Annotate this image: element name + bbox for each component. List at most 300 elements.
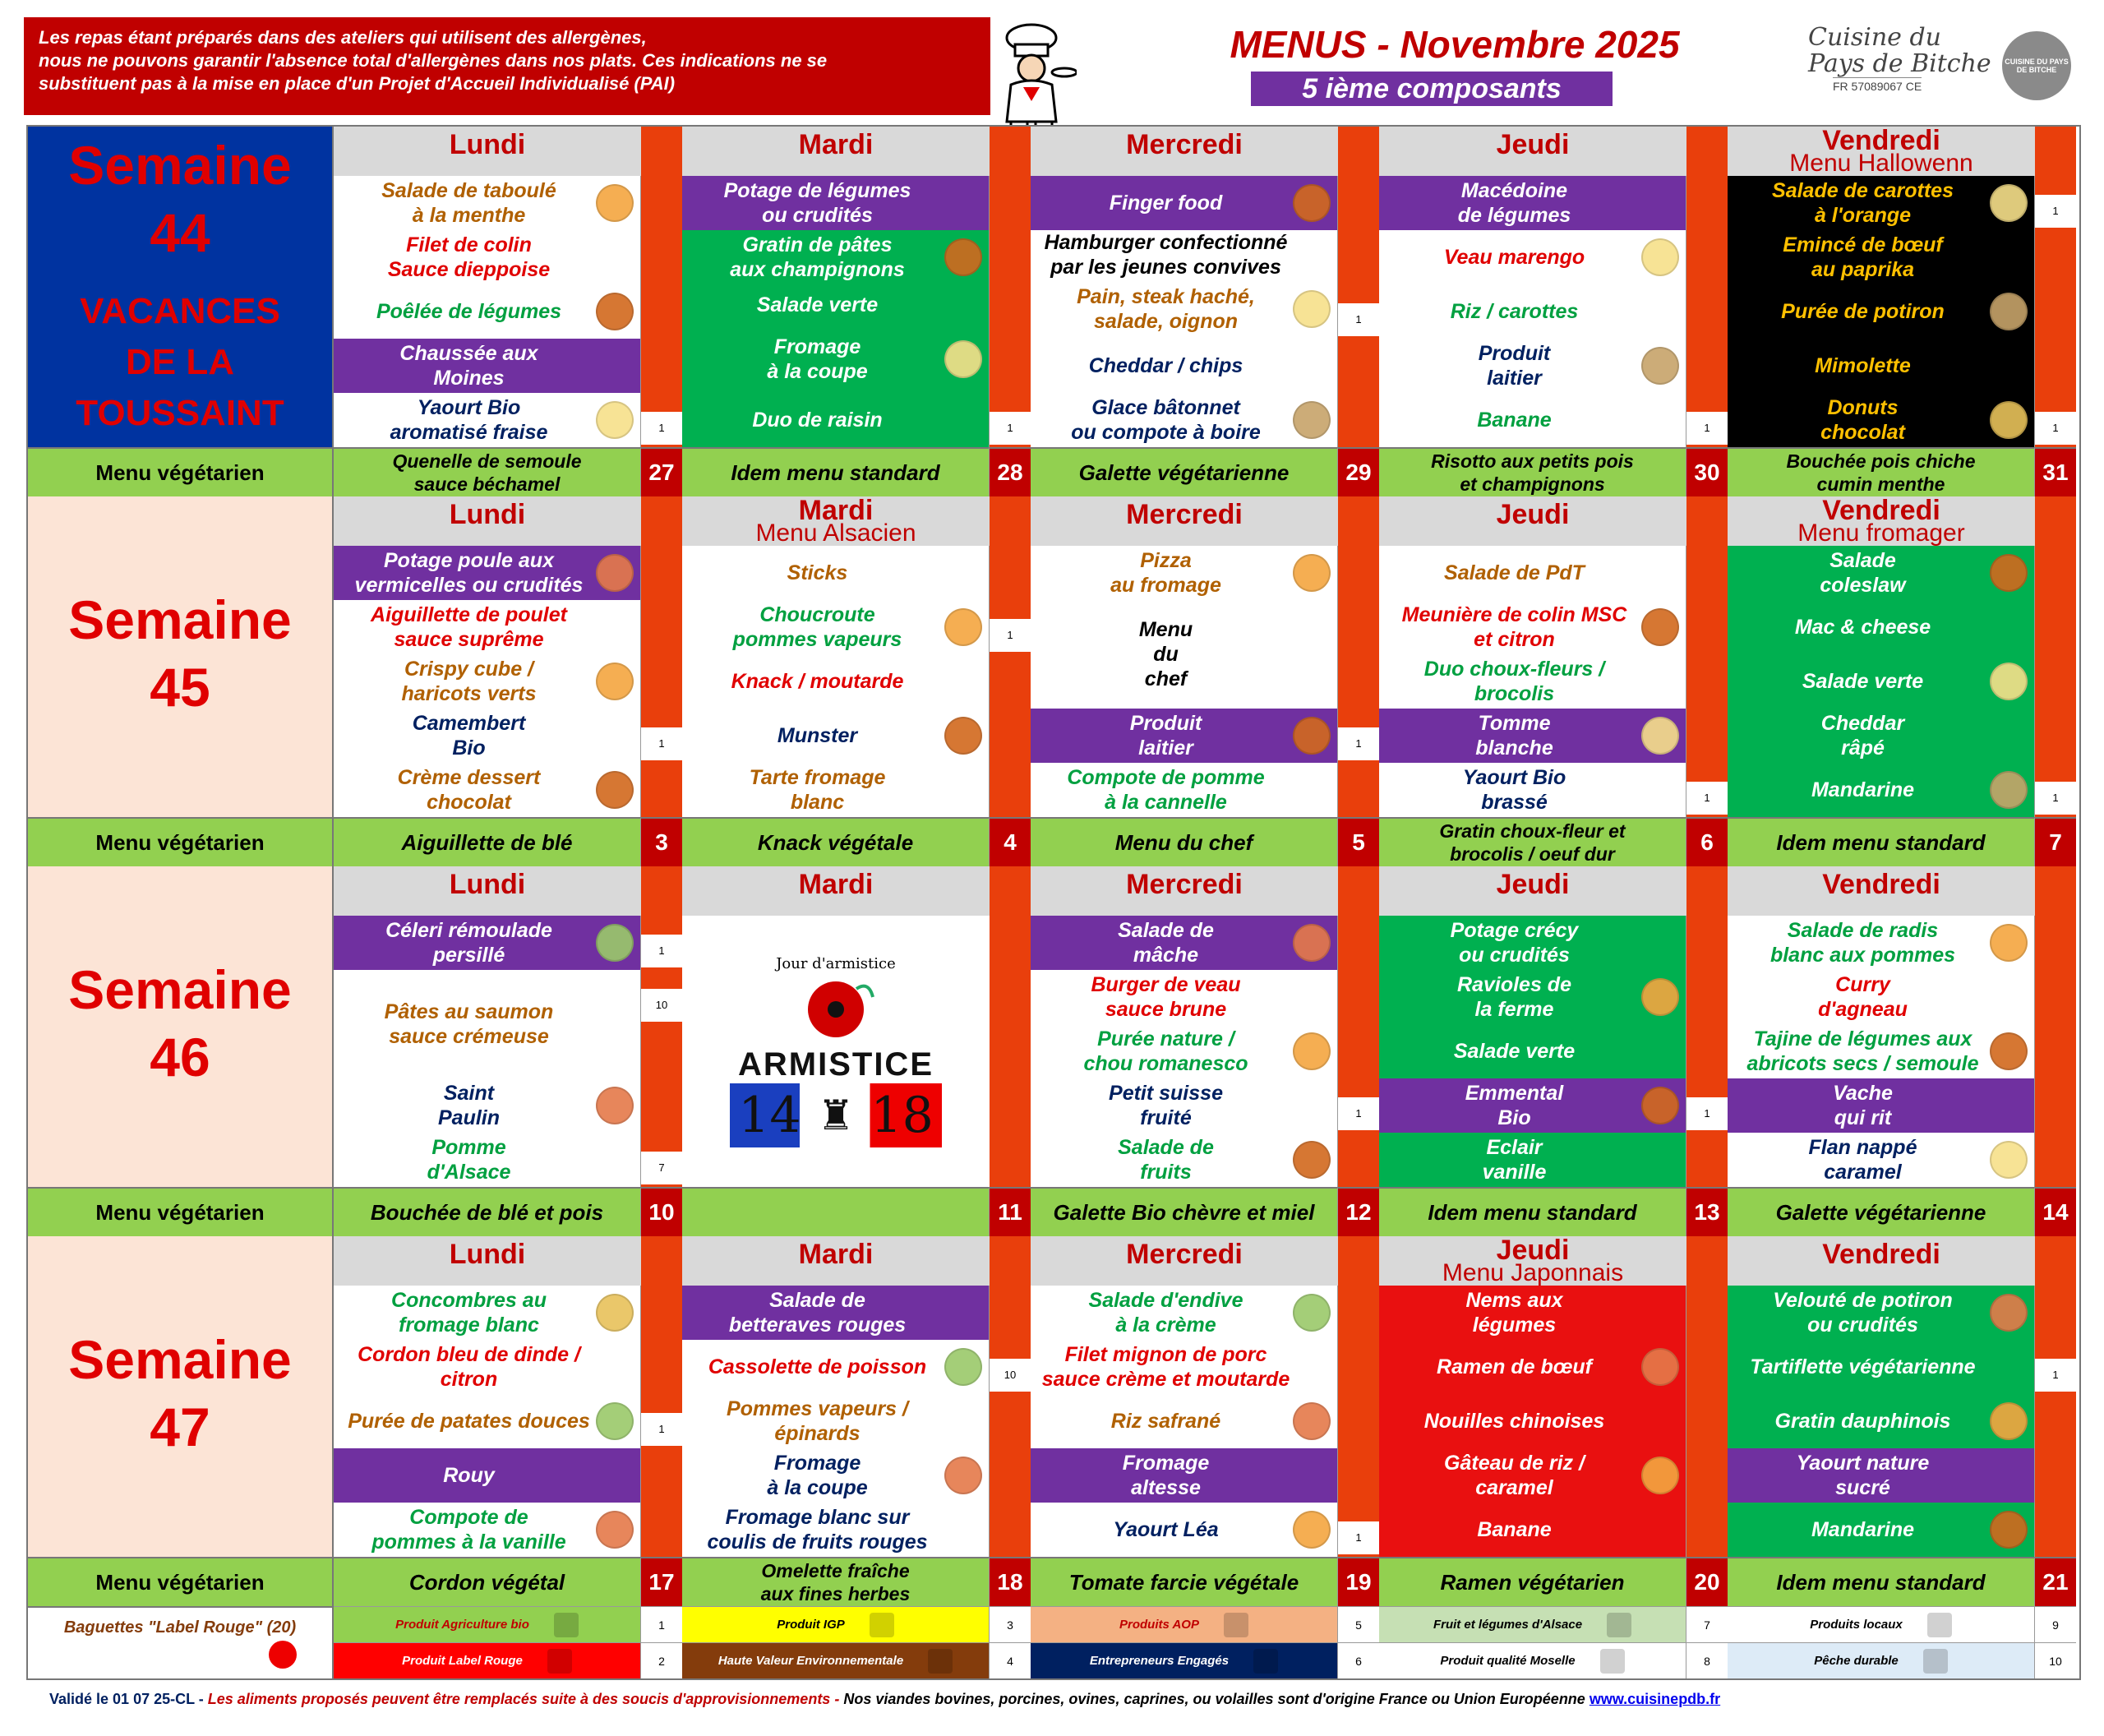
day-date: 12 — [1338, 1187, 1379, 1236]
day-header-mercredi — [1031, 1236, 1338, 1286]
label-legend-text: Haute Valeur Environnementale — [717, 1654, 904, 1668]
theme-label: Menu Alsacien — [755, 519, 916, 546]
food-icon — [1990, 184, 2028, 222]
menu-item-text: Potage de légumes ou crudités — [723, 179, 911, 227]
food-icon — [596, 1294, 634, 1332]
menu-item-text: Duo choux-fleurs / brocolis — [1423, 658, 1605, 705]
day-date: 14 — [2035, 1187, 2076, 1236]
allergen-number: 1 — [641, 935, 682, 967]
label-legend-text: Produit Label Rouge — [402, 1654, 523, 1668]
menu-item-text: Tartiflette végétarienne — [1750, 1355, 1976, 1378]
menu-item — [334, 284, 640, 339]
food-icon — [1641, 1348, 1679, 1386]
vegetarian-dish-text: Idem menu standard — [731, 460, 940, 485]
day-name: Lundi — [449, 499, 526, 530]
menu-item-text: Glace bâtonnet ou compote à boire — [1071, 396, 1261, 444]
menu-item — [1728, 1503, 2034, 1557]
day-date: 3 — [641, 817, 682, 866]
allergen-number: 1 — [1338, 1097, 1379, 1130]
day-menu — [682, 1286, 990, 1557]
food-icon — [1641, 717, 1679, 755]
allergen-number: 7 — [641, 1152, 682, 1184]
menu-item-text: Menu du chef — [1138, 618, 1193, 690]
week-number: 47 — [150, 1397, 210, 1457]
label-legend-item — [1728, 1606, 2035, 1642]
day-header-lundi — [334, 496, 641, 546]
logo-line: Pays de Bitche — [1808, 49, 1991, 78]
menu-item — [1379, 284, 1686, 339]
menu-item-text: Pain, steak haché, salade, oignon — [1077, 284, 1255, 333]
label-legend-number: 2 — [641, 1642, 682, 1678]
allergen-number: 1 — [2035, 195, 2076, 228]
allergen-strip — [990, 127, 1031, 447]
label-legend-text: Pêche durable — [1814, 1654, 1899, 1668]
menu-item-text: Gratin dauphinois — [1774, 1410, 1951, 1433]
day-menu — [1728, 916, 2035, 1187]
menu-item-text: Camembert Bio — [412, 712, 526, 760]
day-menu — [1031, 1286, 1338, 1557]
menu-item — [1728, 600, 2034, 654]
allergen-strip — [641, 127, 682, 447]
vegetarian-dish — [682, 447, 990, 496]
allergen-number: 1 — [641, 412, 682, 445]
week-word: Semaine — [68, 1329, 292, 1390]
quality-label-icon — [1607, 1613, 1631, 1637]
menu-item — [1031, 230, 1337, 279]
logo-line: Cuisine du — [1808, 23, 1941, 52]
vegetarian-dish — [682, 817, 990, 866]
menu-item-text: Salade d'endive à la crème — [1088, 1289, 1243, 1337]
day-name: Lundi — [449, 129, 526, 160]
label-legend-text: Entrepreneurs Engagés — [1089, 1654, 1230, 1668]
vegetarian-dish-text: Bouchée pois chiche cumin menthe — [1786, 450, 1976, 495]
day-name: Vendredi — [1822, 869, 1940, 900]
menu-item-text: Tajine de légumes aux abricots secs / semoule — [1746, 1027, 1979, 1075]
day-name: Jeudi — [1496, 869, 1570, 900]
menu-item — [334, 1286, 640, 1340]
menu-item-text: Compote de pommes à la vanille — [371, 1506, 566, 1554]
food-icon — [596, 554, 634, 592]
day-header-mardi — [682, 866, 990, 916]
page-title: MENUS - Novembre 2025 — [1230, 23, 1680, 66]
menu-item — [1379, 393, 1686, 447]
menu-item-text: Pomme d'Alsace — [427, 1136, 511, 1184]
allergen-strip — [1686, 866, 1728, 1187]
day-date: 20 — [1686, 1557, 1728, 1606]
menu-item — [1031, 279, 1337, 339]
menu-item — [682, 393, 989, 447]
menu-item-text: Sticks — [787, 561, 848, 584]
vegetarian-dish-text: Galette Bio chèvre et miel — [1053, 1200, 1315, 1225]
week-label-46 — [28, 866, 334, 1187]
menu-item — [1031, 1394, 1337, 1448]
quality-label-icon — [1923, 1649, 1948, 1674]
menu-item — [1379, 709, 1686, 763]
menu-item-text: Macédoine de légumes — [1457, 179, 1571, 227]
menu-item-text: Potage poule aux vermicelles ou crudités — [354, 549, 584, 597]
day-header-lundi — [334, 1236, 641, 1286]
day-date: 21 — [2035, 1557, 2076, 1606]
soldier-icon: ♜ — [817, 1092, 855, 1139]
allergen-number: 1 — [641, 727, 682, 760]
day-name: Jeudi — [1496, 129, 1570, 160]
label-legend-text: Produits AOP — [1119, 1618, 1199, 1632]
theme-label: Menu Japonnais — [1442, 1259, 1624, 1286]
label-legend-item — [1031, 1606, 1338, 1642]
menu-item — [334, 1503, 640, 1557]
day-name: Mercredi — [1126, 869, 1243, 900]
menu-item — [682, 1503, 989, 1557]
vegetarian-dish — [334, 1557, 641, 1606]
menu-item-text: Banane — [1477, 1518, 1552, 1541]
menu-item-text: Salade de PdT — [1444, 561, 1585, 584]
menu-item — [682, 1448, 989, 1503]
label-legend-item — [1031, 1642, 1338, 1678]
menu-item — [1379, 916, 1686, 970]
label-legend-text: Produit IGP — [777, 1618, 845, 1632]
week-label-45 — [28, 496, 334, 817]
label-legend-text: Fruit et légumes d'Alsace — [1433, 1618, 1583, 1632]
menu-item — [1379, 1133, 1686, 1187]
food-icon — [1990, 771, 2028, 809]
vegetarian-dish-text: Gratin choux-fleur et brocolis / oeuf dur — [1439, 820, 1626, 865]
label-legend-number: 10 — [2035, 1642, 2076, 1678]
menu-item-text: Cordon bleu de dinde / citron — [358, 1343, 580, 1391]
menu-item — [1728, 339, 2034, 393]
vegetarian-dish — [334, 817, 641, 866]
menu-item — [1379, 654, 1686, 709]
day-menu — [1728, 176, 2035, 447]
vegetarian-dish — [1379, 817, 1686, 866]
day-header-vendredi — [1728, 496, 2035, 546]
menu-item — [682, 600, 989, 654]
label-legend-item — [1379, 1606, 1686, 1642]
day-header-lundi — [334, 866, 641, 916]
menu-item-text: Salade coleslaw — [1820, 549, 1906, 597]
food-icon — [596, 771, 634, 809]
menu-item-text: Purée de patates douces — [348, 1410, 590, 1433]
label-legend-item — [682, 1606, 990, 1642]
label-legend-item — [682, 1642, 990, 1678]
day-header-mercredi — [1031, 866, 1338, 916]
menu-item — [1728, 393, 2034, 447]
year-end: 18 — [870, 1087, 934, 1144]
allergen-strip — [990, 866, 1031, 1187]
menu-item-text: Veau marengo — [1443, 246, 1585, 269]
theme-label: Menu Hallowenn — [1789, 150, 1973, 176]
food-icon — [1293, 554, 1331, 592]
menu-item — [334, 176, 640, 230]
vegetarian-dish-text: Galette végétarienne — [1078, 460, 1290, 485]
menu-item-text: Mac & cheese — [1794, 616, 1931, 639]
menu-item-text: Céleri rémoulade persillé — [385, 919, 552, 967]
day-menu — [1728, 1286, 2035, 1557]
menu-item — [1031, 1078, 1337, 1133]
vegetarian-menu-label: Menu végétarien — [28, 817, 334, 866]
menu-item-text: Riz / carottes — [1450, 300, 1579, 323]
armistice-word: ARMISTICE — [738, 1046, 934, 1083]
menu-item — [334, 1133, 640, 1187]
day-date: 31 — [2035, 447, 2076, 496]
menu-item-text: Yaourt nature sucré — [1796, 1452, 1930, 1499]
food-icon — [1990, 1032, 2028, 1070]
vegetarian-dish-text: Idem menu standard — [1776, 830, 1986, 855]
day-date: 17 — [641, 1557, 682, 1606]
food-icon — [1990, 1294, 2028, 1332]
menu-item — [1031, 176, 1337, 230]
menu-item-text: Banane — [1477, 409, 1552, 432]
menu-item-text: Emincé de bœuf au paprika — [1783, 233, 1943, 281]
day-menu — [1031, 546, 1338, 817]
menu-item-text: Salade de radis blanc aux pommes — [1769, 919, 1956, 967]
day-name: Mardi — [798, 869, 874, 900]
day-date: 19 — [1338, 1557, 1379, 1606]
menu-item-text: Emmental Bio — [1465, 1082, 1564, 1129]
food-icon — [1641, 978, 1679, 1016]
label-legend-item — [1728, 1642, 2035, 1678]
notice-line: nous ne pouvons garantir l'absence total d'allergènes dans nos plats. Ces indications ne se — [39, 50, 828, 71]
allergen-notice — [24, 17, 990, 115]
quality-label-icon — [1253, 1649, 1278, 1674]
day-name: Lundi — [449, 1239, 526, 1270]
menu-item — [1379, 1394, 1686, 1448]
website-link[interactable]: www.cuisinepdb.fr — [1589, 1691, 1721, 1707]
food-icon — [1641, 1457, 1679, 1494]
menu-item — [334, 763, 640, 817]
menu-item-text: Pizza au fromage — [1110, 549, 1221, 597]
vegetarian-dish — [1031, 1187, 1338, 1236]
day-header-jeudi — [1379, 496, 1686, 546]
company-logo — [1808, 25, 2088, 107]
menu-item-text: Burger de veau sauce brune — [1091, 973, 1241, 1021]
menu-item-text: Tarte fromage blanc — [749, 766, 886, 814]
menu-item — [334, 600, 640, 654]
menu-item-text: Choucroute pommes vapeurs — [732, 603, 902, 651]
day-header-mercredi — [1031, 127, 1338, 176]
menu-item-text: Salade de taboulé à la menthe — [381, 179, 556, 227]
menu-item — [682, 709, 989, 763]
menu-item-text: Purée de potiron — [1781, 300, 1945, 323]
menu-item — [682, 654, 989, 709]
menu-item-text: Poêlée de légumes — [376, 300, 562, 323]
day-header-mardi — [682, 1236, 990, 1286]
menu-item-text: Mimolette — [1815, 354, 1911, 377]
day-header-mardi — [682, 127, 990, 176]
menu-item-text: Compote de pomme à la cannelle — [1067, 766, 1265, 814]
menu-item — [682, 284, 989, 326]
allergen-strip — [990, 496, 1031, 817]
year-start: 14 — [738, 1087, 801, 1144]
food-icon — [944, 717, 982, 755]
food-icon — [1293, 290, 1331, 328]
menu-item-text: Yaourt Bio brassé — [1462, 766, 1566, 814]
food-icon — [596, 663, 634, 700]
vegetarian-dish — [682, 1187, 990, 1236]
week-word: Semaine — [68, 589, 292, 650]
menu-item-text: Cheddar râpé — [1820, 712, 1905, 760]
menu-item — [1379, 1024, 1686, 1078]
menu-item-text: Aiguillette de poulet sauce suprême — [371, 603, 567, 651]
food-icon — [596, 1087, 634, 1124]
menu-item-text: Petit suisse fruité — [1109, 1082, 1223, 1129]
menu-item-text: Mandarine — [1811, 1518, 1915, 1541]
menu-item — [1728, 763, 2034, 817]
food-icon — [944, 1348, 982, 1386]
quality-label-icon — [1224, 1613, 1248, 1637]
day-name: Mercredi — [1126, 1239, 1243, 1270]
food-icon — [596, 1402, 634, 1440]
food-icon — [1990, 1141, 2028, 1179]
food-icon — [1641, 1087, 1679, 1124]
day-menu — [682, 916, 990, 1187]
menu-item-text: Potage crécy ou crudités — [1450, 919, 1579, 967]
day-menu — [682, 176, 990, 447]
food-icon — [944, 340, 982, 378]
week-number: 45 — [150, 657, 210, 718]
vegetarian-dish — [1031, 1557, 1338, 1606]
menu-item — [1379, 970, 1686, 1024]
day-name: Vendredi — [1822, 1239, 1940, 1270]
day-menu — [334, 1286, 641, 1557]
menu-item — [334, 654, 640, 709]
menu-item — [1728, 230, 2034, 284]
menu-item — [682, 230, 989, 284]
quality-label-icon — [554, 1613, 579, 1637]
menu-item — [1728, 284, 2034, 339]
week-number: 46 — [150, 1027, 210, 1087]
day-date: 4 — [990, 817, 1031, 866]
day-date: 11 — [990, 1187, 1031, 1236]
vegetarian-dish — [682, 1557, 990, 1606]
vegetarian-dish — [1728, 447, 2035, 496]
label-legend-text: Produit qualité Moselle — [1440, 1654, 1576, 1668]
quality-label-icon — [1927, 1613, 1952, 1637]
menu-item-text: Hamburger confectionné par les jeunes convives — [1044, 230, 1288, 279]
menu-item-text: Munster — [777, 724, 858, 747]
menu-item — [1031, 1340, 1337, 1394]
day-header-jeudi — [1379, 866, 1686, 916]
vegetarian-dish — [334, 1187, 641, 1236]
allergen-number: 1 — [2035, 412, 2076, 445]
menu-item-text: Salade verte — [1453, 1040, 1576, 1063]
vegetarian-dish — [1728, 817, 2035, 866]
notice-line: Les repas étant préparés dans des ateliers qui utilisent des allergènes, — [39, 27, 647, 48]
food-icon — [1293, 401, 1331, 439]
menu-item — [334, 1448, 640, 1503]
menu-item-text: Flan nappé caramel — [1808, 1136, 1917, 1184]
menu-item — [1031, 393, 1337, 447]
menu-item — [1728, 1340, 2034, 1394]
allergen-number: 10 — [990, 1359, 1031, 1392]
menu-item-text: Filet de colin Sauce dieppoise — [387, 233, 551, 281]
label-legend-number: 9 — [2035, 1606, 2076, 1642]
day-name: Jeudi — [1496, 1236, 1570, 1266]
food-icon — [1990, 663, 2028, 700]
vegetarian-dish-text: Cordon végétal — [408, 1570, 565, 1595]
poppy-icon — [791, 972, 881, 1046]
label-legend-number: 8 — [1686, 1642, 1728, 1678]
vegetarian-dish-text: Tomate farcie végétale — [1068, 1570, 1299, 1595]
day-date: 10 — [641, 1187, 682, 1236]
menu-item-text: Salade verte — [756, 293, 879, 316]
menu-item — [1379, 1503, 1686, 1557]
menu-item — [334, 230, 640, 284]
menu-item — [1379, 763, 1686, 817]
menu-item — [1379, 1340, 1686, 1394]
label-legend-number: 1 — [641, 1606, 682, 1642]
day-name: Mardi — [798, 129, 874, 160]
menu-item-text: Vache qui rit — [1833, 1082, 1893, 1129]
menu-item-text: Salade de betteraves rouges — [728, 1289, 907, 1337]
menu-item-text: Saint Paulin — [437, 1082, 500, 1129]
vegetarian-dish-text: Menu du chef — [1114, 830, 1253, 855]
menu-item-text: Duo de raisin — [752, 409, 883, 432]
menu-item-text: Mandarine — [1811, 778, 1915, 801]
menu-item — [1728, 970, 2034, 1024]
quality-label-icon — [547, 1649, 572, 1674]
baguette-text: Baguettes "Label Rouge" (20) — [63, 1618, 297, 1637]
menu-item-text: Crispy cube / haricots verts — [401, 658, 537, 705]
day-name: Mardi — [798, 496, 874, 526]
day-menu — [1728, 546, 2035, 817]
menu-item-text: Salade de carottes à l'orange — [1772, 179, 1954, 227]
allergen-strip — [641, 866, 682, 1187]
label-legend-number: 7 — [1686, 1606, 1728, 1642]
menu-item — [682, 546, 989, 600]
menu-item — [334, 393, 640, 447]
week-label-47 — [28, 1236, 334, 1557]
day-header-mardi — [682, 496, 990, 546]
day-name: Mardi — [798, 1239, 874, 1270]
theme-label: Menu fromager — [1797, 519, 1965, 546]
week-number: 44 — [150, 202, 210, 263]
allergen-strip — [641, 1236, 682, 1557]
menu-item-text: Cassolette de poisson — [708, 1355, 927, 1378]
menu-item-text: Velouté de potiron ou crudités — [1773, 1289, 1953, 1337]
vegetarian-dish-text: Risotto aux petits pois et champignons — [1431, 450, 1634, 495]
day-menu — [1379, 546, 1686, 817]
menu-item — [1031, 970, 1337, 1024]
food-icon — [596, 924, 634, 962]
menu-item-text: Fromage à la coupe — [767, 1452, 868, 1499]
vegetarian-dish-text: Knack végétale — [757, 830, 914, 855]
menu-item-text: Tomme blanche — [1475, 712, 1553, 760]
food-icon — [596, 1511, 634, 1549]
menu-item-text: Donuts chocolat — [1820, 396, 1905, 444]
menu-item — [334, 1394, 640, 1448]
allergen-number: 1 — [1338, 727, 1379, 760]
food-icon — [1641, 347, 1679, 385]
day-name: Mercredi — [1126, 499, 1243, 530]
vegetarian-dish — [1728, 1187, 2035, 1236]
allergen-number: 1 — [2035, 782, 2076, 815]
day-name: Vendredi — [1822, 496, 1940, 526]
day-name: Lundi — [449, 869, 526, 900]
menu-item-text: Finger food — [1109, 192, 1223, 215]
day-name: Jeudi — [1496, 499, 1570, 530]
label-legend-number: 5 — [1338, 1606, 1379, 1642]
allergen-strip — [2035, 496, 2076, 817]
day-date: 28 — [990, 447, 1031, 496]
menu-item — [334, 1078, 640, 1133]
menu-item — [682, 1340, 989, 1394]
food-icon — [944, 238, 982, 276]
allergen-strip — [1338, 127, 1379, 447]
menu-item-text: Fromage à la coupe — [767, 335, 868, 383]
menu-item — [1728, 546, 2034, 600]
menu-item — [1728, 1394, 2034, 1448]
menu-item-text: Eclair vanille — [1482, 1136, 1547, 1184]
